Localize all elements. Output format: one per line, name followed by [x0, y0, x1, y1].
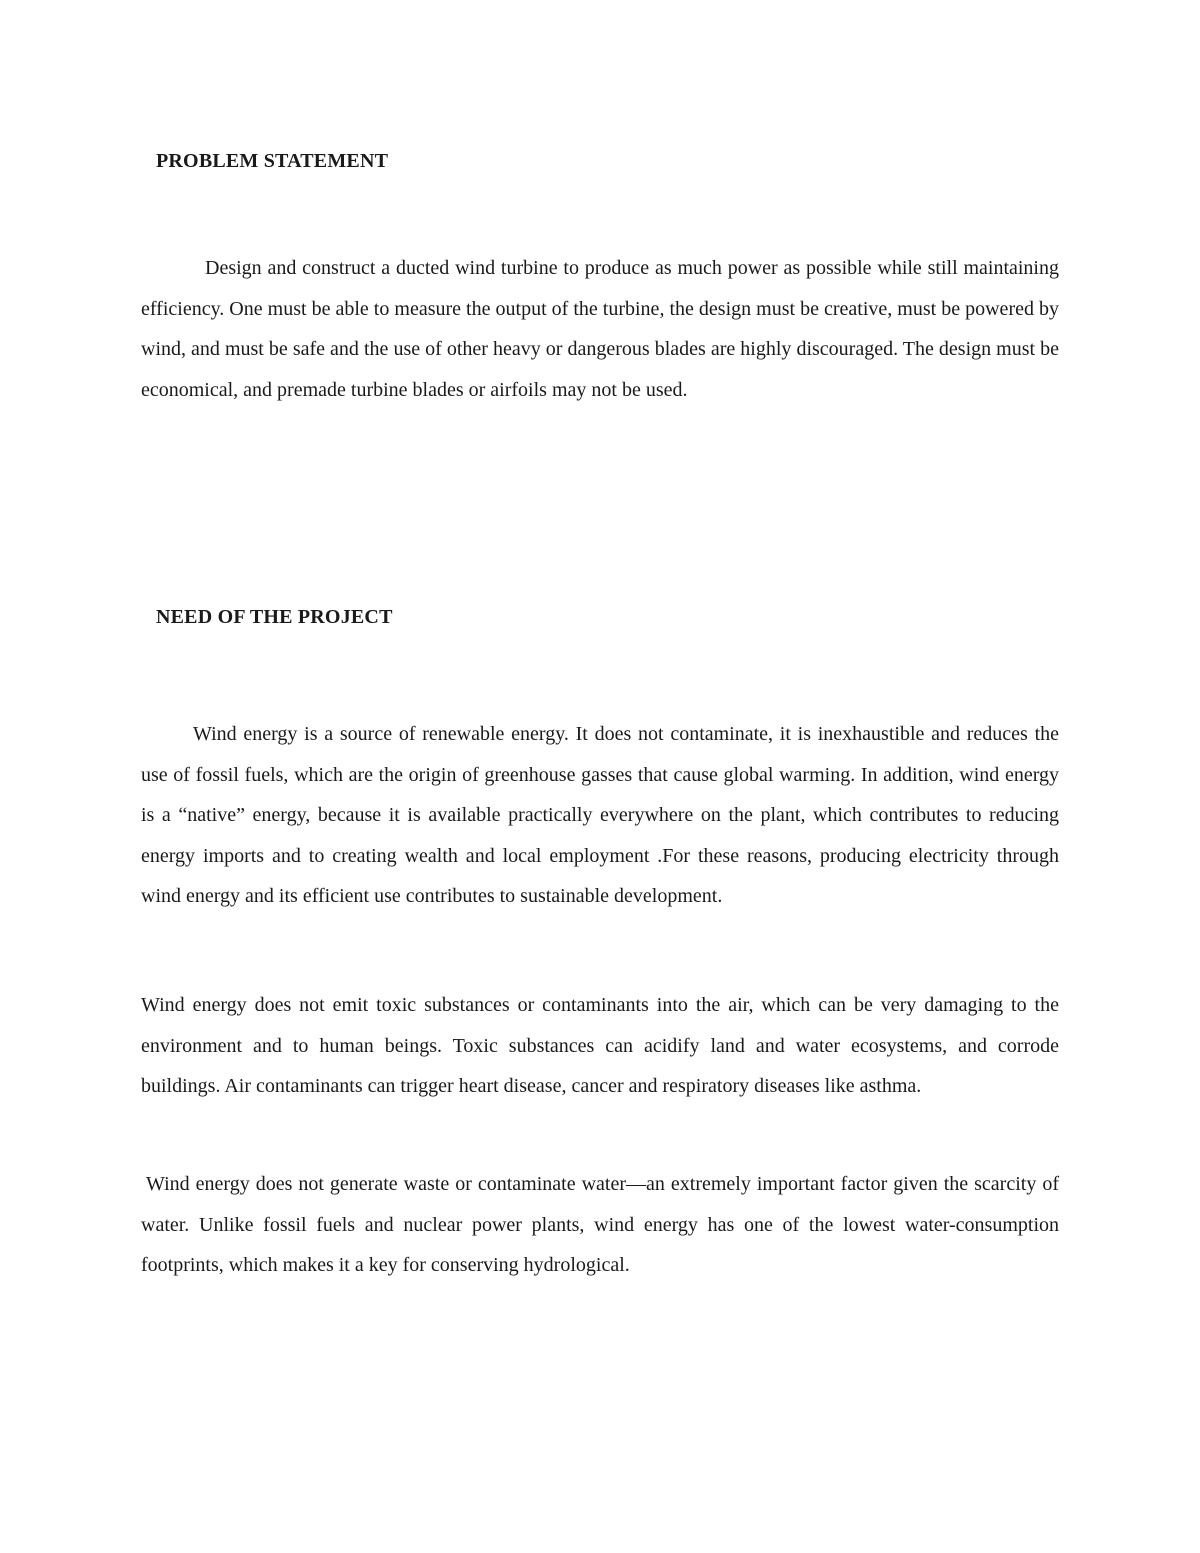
- need-paragraph-water: Wind energy does not generate waste or contaminate water—an extremely important factor given the scarcity of water. Unlike fossil fuels and nuclear power plants, wind energy has one of the lowest water-consumption footprints, which makes it a key for conserving hydrological.: [141, 1173, 1059, 1276]
- problem-statement-paragraph: Design and construct a ducted wind turbine to produce as much power as possible while still maintaining efficiency. One must be able to measure the output of the turbine, the design must be creative, must be powered by wind, and must be safe and the use of other heavy or dangerous blades are highly discouraged. The design must be economical, and premade turbine blades or airfoils may not be used.: [141, 257, 1059, 401]
- need-paragraph-toxic-substances: Wind energy does not emit toxic substances or contaminants into the air, which can be very damaging to the environment and to human beings. Toxic substances can acidify land and water ecosystems, and corrode buildings. Air contaminants can trigger heart disease, cancer and respiratory diseases like asthma.: [141, 994, 1059, 1097]
- section-heading-problem-statement: PROBLEM STATEMENT: [156, 150, 389, 172]
- need-paragraph-renewable: Wind energy is a source of renewable energy. It does not contaminate, it is inexhaustible and reduces the use of fossil fuels, which are the origin of greenhouse gasses that cause global warming. In addition, wind energy is a “native” energy, because it is available practically everywhere on the plant, which contributes to reducing energy imports and to creating wealth and local employment .For these reasons, producing electricity through wind energy and its efficient use contributes to sustainable development.: [141, 723, 1059, 907]
- section-heading-need-of-the-project: NEED OF THE PROJECT: [156, 606, 393, 628]
